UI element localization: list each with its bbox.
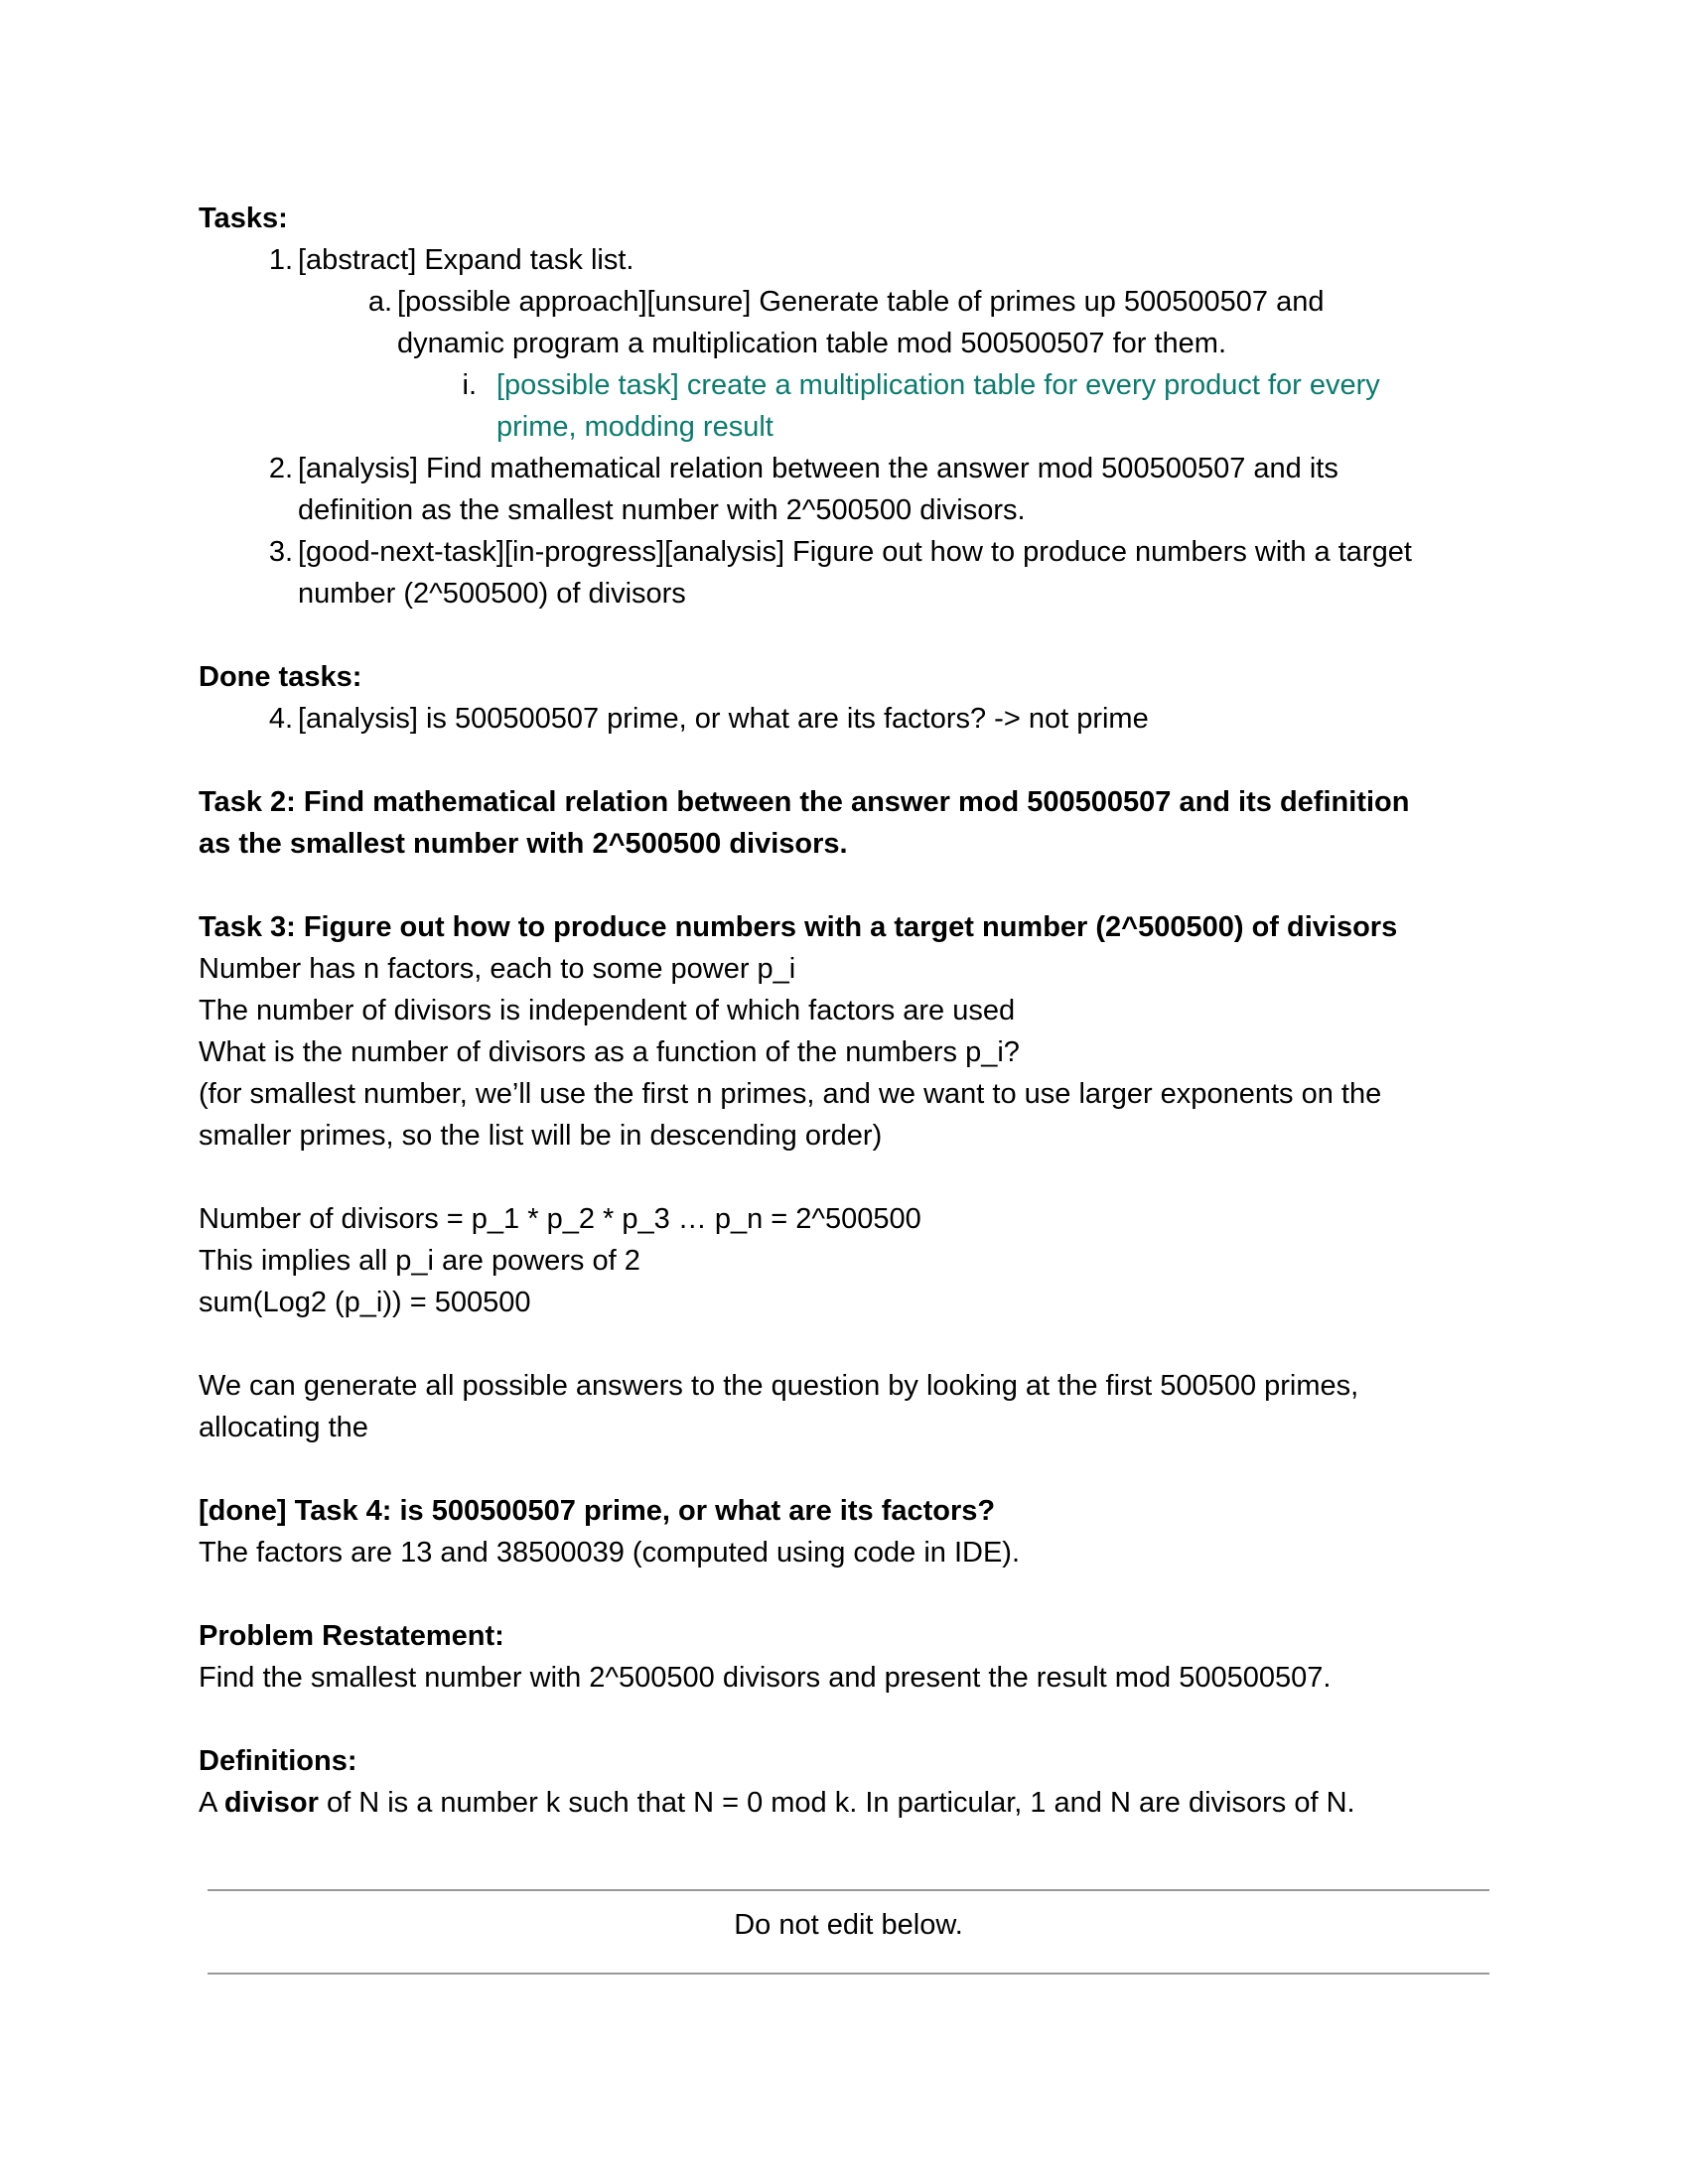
task-text: prime, modding result bbox=[496, 411, 774, 443]
definition-prefix: A bbox=[199, 1787, 224, 1819]
task-item-1a bbox=[199, 281, 1489, 364]
do-not-edit-notice: Do not edit below. bbox=[734, 1909, 963, 1941]
task4-heading: [done] Task 4: is 500500507 prime, or what are its factors? bbox=[199, 1495, 996, 1527]
task-text: [good-next-task][in-progress][analysis] Figure out how to produce numbers with a target bbox=[298, 536, 1412, 568]
paragraph-line: (for smallest number, we’ll use the first n primes, and we want to use larger exponents on the bbox=[199, 1078, 1382, 1110]
definition-text: of N is a number k such that N = 0 mod k. In particular, 1 and N are divisors of N. bbox=[318, 1787, 1355, 1819]
list-marker: i. bbox=[462, 369, 477, 401]
list-marker: 1. bbox=[268, 244, 293, 276]
paragraph-line: This implies all p_i are powers of 2 bbox=[199, 1245, 640, 1277]
paragraph-line: Number of divisors = p_1 * p_2 * p_3 … p_n = 2^500500 bbox=[199, 1203, 921, 1235]
restatement-heading: Problem Restatement: bbox=[199, 1620, 504, 1652]
divider-top bbox=[208, 1889, 1489, 1891]
task-text: number (2^500500) of divisors bbox=[298, 578, 686, 610]
task2-heading-line-2: as the smallest number with 2^500500 divisors. bbox=[199, 828, 848, 860]
task-text: dynamic program a multiplication table mod 500500507 for them. bbox=[397, 328, 1227, 359]
task2-heading-line-1: Task 2: Find mathematical relation between the answer mod 500500507 and its definition bbox=[199, 786, 1410, 818]
paragraph-line: The number of divisors is independent of which factors are used bbox=[199, 995, 1016, 1026]
task-text: [possible task] create a multiplication table for every product for every bbox=[496, 369, 1380, 401]
list-marker: a. bbox=[367, 286, 392, 318]
task-item-2 bbox=[199, 448, 1489, 531]
divider-bottom bbox=[208, 1973, 1489, 1975]
list-marker: 4. bbox=[268, 703, 293, 735]
paragraph-line: Number has n factors, each to some power p_i bbox=[199, 953, 796, 985]
task4-body: The factors are 13 and 38500039 (computed using code in IDE). bbox=[199, 1537, 1021, 1569]
task-text: [abstract] Expand task list. bbox=[298, 244, 634, 276]
list-marker: 2. bbox=[268, 453, 293, 484]
paragraph-line: allocating the bbox=[199, 1412, 368, 1443]
paragraph-line: What is the number of divisors as a function of the numbers p_i? bbox=[199, 1036, 1020, 1068]
paragraph-line: We can generate all possible answers to the question by looking at the first 500500 primes, bbox=[199, 1370, 1359, 1402]
task-item-3 bbox=[199, 531, 1489, 614]
task-text: [analysis] is 500500507 prime, or what are its factors? -> not prime bbox=[298, 703, 1149, 735]
done-task-item-4 bbox=[199, 698, 1489, 740]
definition-term: divisor bbox=[223, 1787, 319, 1819]
restatement-body: Find the smallest number with 2^500500 divisors and present the result mod 500500507. bbox=[199, 1662, 1332, 1694]
definitions-heading: Definitions: bbox=[199, 1745, 357, 1777]
list-marker: 3. bbox=[268, 536, 293, 568]
done-tasks-heading: Done tasks: bbox=[199, 661, 362, 693]
task-item-1 bbox=[199, 239, 1489, 281]
task-item-1ai bbox=[199, 364, 1489, 448]
paragraph-line: sum(Log2 (p_i)) = 500500 bbox=[199, 1287, 531, 1318]
task3-heading: Task 3: Figure out how to produce numbers with a target number (2^500500) of divisors bbox=[199, 911, 1398, 943]
tasks-heading: Tasks: bbox=[199, 203, 288, 234]
task-text: [possible approach][unsure] Generate table of primes up 500500507 and bbox=[397, 286, 1325, 318]
definition-divisor bbox=[199, 1782, 1489, 1824]
task-text: [analysis] Find mathematical relation between the answer mod 500500507 and its bbox=[298, 453, 1338, 484]
document-body bbox=[199, 198, 1489, 1824]
task-text: definition as the smallest number with 2^500500 divisors. bbox=[298, 494, 1026, 526]
paragraph-line: smaller primes, so the list will be in descending order) bbox=[199, 1120, 883, 1152]
